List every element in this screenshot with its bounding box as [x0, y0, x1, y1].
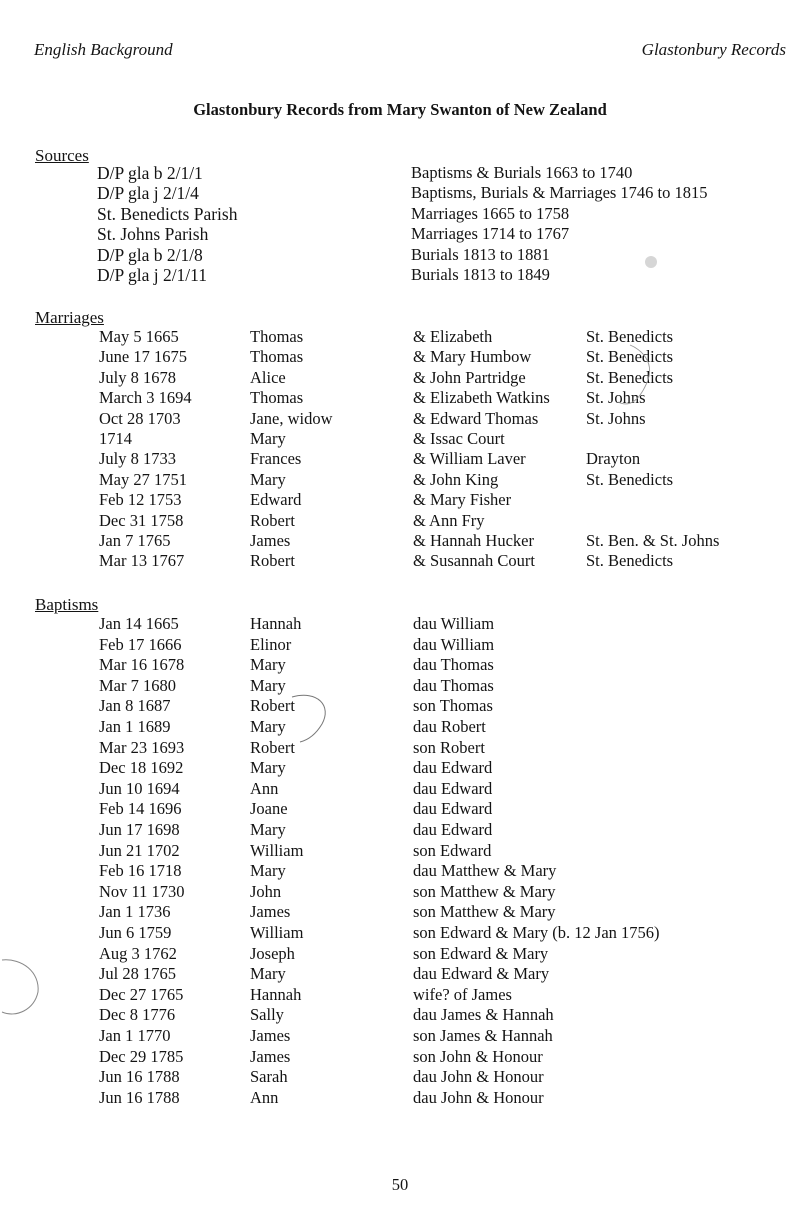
baptism-name: Mary [250, 655, 286, 675]
table-row [0, 470, 800, 491]
baptism-parents: son James & Hannah [413, 1026, 553, 1045]
running-header-left: English Background [34, 40, 173, 59]
source-row [0, 204, 800, 225]
baptism-parents: son Matthew & Mary [413, 881, 556, 901]
baptism-date: Jun 6 1759 [99, 923, 172, 942]
table-row [0, 409, 800, 430]
baptism-parents: dau John & Honour [413, 1087, 544, 1107]
marriage-spouse: & Hannah Hucker [413, 531, 534, 550]
source-description: Marriages 1665 to 1758 [411, 203, 570, 223]
baptism-name: Sarah [250, 1067, 288, 1087]
baptism-name: James [250, 1026, 291, 1045]
page-number: 50 [391, 1175, 409, 1194]
table-row [0, 531, 800, 552]
marriage-parish: St. Johns [586, 388, 646, 408]
table-row [0, 779, 800, 800]
table-row [0, 449, 800, 470]
baptism-name: Mary [250, 675, 286, 695]
baptism-name: Mary [250, 861, 286, 881]
marriage-date: June 17 1675 [99, 347, 187, 367]
marriage-person: Frances [250, 449, 302, 469]
table-row [0, 1067, 800, 1088]
table-row [0, 964, 800, 985]
source-row [0, 245, 800, 266]
baptism-name: William [250, 840, 304, 860]
table-row [0, 551, 800, 572]
baptism-date: Jan 14 1665 [99, 614, 179, 633]
page-title: Glastonbury Records from Mary Swanton of New Zealand [193, 100, 607, 119]
source-reference: D/P gla b 2/1/1 [97, 163, 203, 183]
marriage-spouse: & Mary Fisher [413, 490, 512, 510]
baptism-parents: wife? of James [413, 984, 512, 1004]
baptism-parents: son Matthew & Mary [413, 902, 556, 922]
baptism-date: Jan 1 1736 [99, 902, 171, 922]
table-row [0, 820, 800, 841]
baptism-name: Joane [250, 799, 288, 819]
baptism-date: Dec 29 1785 [99, 1046, 184, 1066]
baptism-parents: dau John & Honour [413, 1067, 544, 1087]
source-description: Marriages 1714 to 1767 [411, 224, 570, 244]
marriage-parish: St. Ben. & St. Johns [586, 531, 720, 550]
marriage-date: Feb 12 1753 [99, 490, 182, 510]
baptism-name: James [250, 1046, 291, 1066]
baptism-date: Dec 8 1776 [99, 1005, 176, 1025]
marriage-parish: St. Johns [586, 408, 646, 428]
source-reference: D/P gla j 2/1/4 [97, 183, 199, 204]
marriage-parish: St. Benedicts [586, 469, 674, 489]
baptism-parents: dau Thomas [413, 675, 494, 695]
marriage-spouse: & William Laver [413, 449, 526, 469]
baptism-date: Jan 8 1687 [99, 696, 171, 716]
marriage-person: Robert [250, 510, 295, 530]
table-row [0, 841, 800, 862]
marriage-spouse: & John King [413, 469, 499, 489]
marriage-spouse: & John Partridge [413, 367, 526, 387]
marriage-spouse: & Mary Humbow [413, 347, 532, 367]
marriage-spouse: & Issac Court [413, 429, 505, 448]
source-reference: D/P gla b 2/1/8 [97, 244, 203, 265]
table-row [0, 368, 800, 389]
marriage-date: 1714 [99, 429, 132, 448]
table-row [0, 882, 800, 903]
baptism-name: Hannah [250, 614, 302, 633]
source-reference: D/P gla j 2/1/11 [97, 265, 208, 285]
source-description: Burials 1813 to 1849 [411, 265, 550, 284]
marriage-date: July 8 1678 [99, 367, 177, 387]
marriage-person: James [250, 531, 291, 550]
baptism-date: Mar 16 1678 [99, 655, 185, 675]
baptism-date: Jun 17 1698 [99, 820, 180, 839]
table-row [0, 985, 800, 1006]
baptism-parents: dau Edward & Mary [413, 964, 550, 984]
source-description: Baptisms & Burials 1663 to 1740 [411, 163, 633, 182]
marriage-date: March 3 1694 [99, 388, 192, 408]
baptism-name: Robert [250, 696, 295, 716]
baptism-date: Dec 27 1765 [99, 984, 184, 1004]
marriage-person: Thomas [250, 327, 304, 346]
baptism-name: Mary [250, 717, 286, 736]
source-row [0, 183, 800, 204]
baptism-parents: dau William [413, 634, 495, 654]
baptism-name: William [250, 923, 304, 942]
marriage-parish: St. Benedicts [586, 327, 674, 346]
table-row [0, 717, 800, 738]
table-row [0, 799, 800, 820]
table-row [0, 923, 800, 944]
marriage-person: Edward [250, 490, 302, 510]
marriage-date: Mar 13 1767 [99, 551, 185, 571]
baptism-parents: dau Edward [413, 778, 493, 798]
baptism-name: Robert [250, 737, 295, 757]
baptism-date: Jan 1 1770 [99, 1026, 171, 1045]
baptism-name: James [250, 902, 291, 922]
baptism-date: Feb 16 1718 [99, 861, 182, 881]
baptism-date: Jul 28 1765 [99, 964, 177, 984]
table-row [0, 696, 800, 717]
baptism-name: Mary [250, 758, 286, 778]
marriages-heading: Marriages [35, 308, 104, 327]
baptism-parents: dau William [413, 614, 495, 633]
marriage-spouse: & Ann Fry [413, 510, 485, 530]
marriage-date: Jan 7 1765 [99, 531, 171, 550]
table-row [0, 347, 800, 368]
marriage-parish: St. Benedicts [586, 367, 674, 387]
source-description: Burials 1813 to 1881 [411, 244, 550, 264]
table-row [0, 614, 800, 635]
marriage-person: Jane, widow [250, 408, 333, 428]
marriage-parish: Drayton [586, 449, 641, 469]
baptism-date: Nov 11 1730 [99, 881, 185, 901]
baptism-name: Joseph [250, 943, 295, 963]
marriage-person: Robert [250, 551, 295, 571]
marriage-date: Oct 28 1703 [99, 408, 181, 428]
marriage-parish: St. Benedicts [586, 551, 674, 571]
table-row [0, 490, 800, 511]
baptism-date: Jun 10 1694 [99, 778, 180, 798]
marriage-person: Thomas [250, 347, 304, 367]
table-row [0, 944, 800, 965]
source-description: Baptisms, Burials & Marriages 1746 to 1815 [411, 183, 708, 203]
source-row [0, 224, 800, 245]
baptism-parents: dau Matthew & Mary [413, 861, 557, 881]
marriage-person: Alice [250, 367, 286, 387]
baptism-name: Elinor [250, 634, 292, 654]
source-row [0, 265, 800, 286]
baptism-date: Aug 3 1762 [99, 943, 177, 963]
table-row [0, 676, 800, 697]
baptism-parents: dau Edward [413, 758, 493, 778]
baptism-date: Jun 16 1788 [99, 1067, 180, 1087]
baptism-date: Feb 17 1666 [99, 634, 182, 654]
baptism-name: Sally [250, 1005, 284, 1025]
table-row [0, 511, 800, 532]
table-row [0, 1088, 800, 1109]
baptism-date: Mar 23 1693 [99, 737, 185, 757]
table-row [0, 388, 800, 409]
marriage-person: Thomas [250, 388, 304, 408]
marriage-person: Mary [250, 469, 286, 489]
baptism-date: Jun 16 1788 [99, 1087, 180, 1107]
table-row [0, 635, 800, 656]
baptism-date: Feb 14 1696 [99, 799, 182, 819]
table-row [0, 902, 800, 923]
baptisms-heading: Baptisms [35, 595, 99, 614]
baptism-name: John [250, 881, 282, 901]
table-row [0, 738, 800, 759]
marriage-person: Mary [250, 429, 286, 448]
table-row [0, 429, 800, 450]
marriage-date: May 27 1751 [99, 469, 187, 489]
baptism-parents: dau Edward [413, 799, 493, 819]
source-reference: St. Benedicts Parish [97, 203, 238, 224]
baptism-name: Mary [250, 964, 286, 984]
marriage-spouse: & Elizabeth Watkins [413, 388, 550, 408]
table-row [0, 655, 800, 676]
baptism-name: Hannah [250, 984, 302, 1004]
baptism-parents: son Edward [413, 840, 492, 860]
baptism-name: Mary [250, 820, 286, 839]
table-row [0, 327, 800, 348]
marriage-spouse: & Edward Thomas [413, 408, 539, 428]
baptism-name: Ann [250, 1087, 279, 1107]
table-row [0, 1047, 800, 1068]
table-row [0, 861, 800, 882]
baptism-name: Ann [250, 778, 279, 798]
baptism-date: Dec 18 1692 [99, 758, 184, 778]
marriage-date: May 5 1665 [99, 327, 179, 346]
baptism-parents: son Edward & Mary (b. 12 Jan 1756) [413, 923, 660, 942]
baptism-parents: son John & Honour [413, 1046, 543, 1066]
baptism-parents: dau James & Hannah [413, 1005, 554, 1025]
source-reference: St. Johns Parish [97, 224, 209, 245]
baptism-parents: dau Edward [413, 820, 493, 839]
sources-heading: Sources [35, 146, 89, 165]
marriage-date: Dec 31 1758 [99, 510, 184, 530]
marriage-spouse: & Susannah Court [413, 551, 535, 571]
running-header-right: Glastonbury Records [641, 40, 786, 59]
baptism-parents: son Edward & Mary [413, 943, 549, 963]
table-row [0, 1005, 800, 1026]
baptism-parents: dau Thomas [413, 655, 494, 675]
baptism-date: Jun 21 1702 [99, 840, 180, 860]
table-row [0, 758, 800, 779]
baptism-parents: son Robert [413, 737, 485, 757]
baptism-date: Mar 7 1680 [99, 675, 176, 695]
table-row [0, 1026, 800, 1047]
marriage-date: July 8 1733 [99, 449, 177, 469]
marriage-spouse: & Elizabeth [413, 327, 493, 346]
marriage-parish: St. Benedicts [586, 347, 674, 367]
source-row [0, 163, 800, 184]
baptism-date: Jan 1 1689 [99, 717, 171, 736]
baptism-parents: son Thomas [413, 696, 493, 716]
baptism-parents: dau Robert [413, 717, 486, 736]
